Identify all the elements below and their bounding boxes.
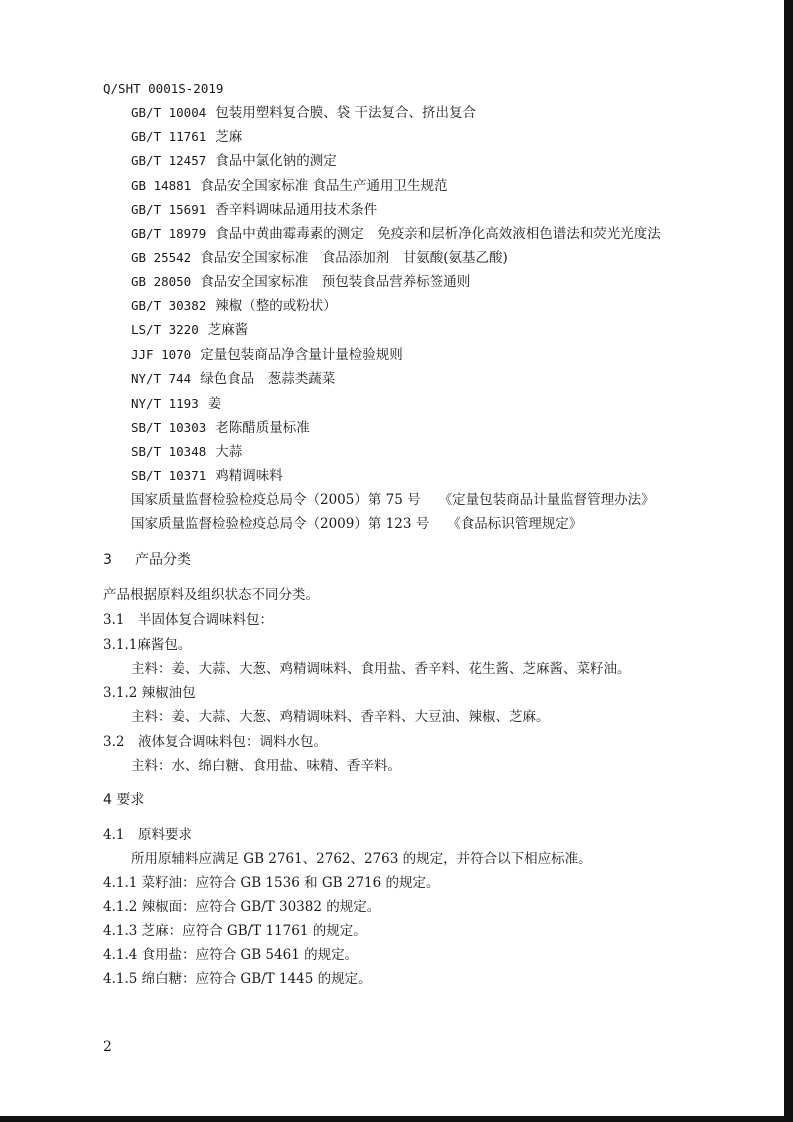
standard-title: 姜	[207, 396, 222, 412]
section-4-heading: 4 要求	[103, 792, 145, 808]
clause-4-1-4: 4.1.4 食用盐：应符合 GB 5461 的规定。	[103, 947, 359, 963]
standard-code: GB/T 15691	[131, 202, 207, 217]
clause-3-1: 3.1 半固体复合调味料包：	[103, 612, 273, 628]
standard-code: GB 25542	[131, 250, 192, 265]
standard-entry	[131, 297, 337, 315]
standard-title: 鸡精调味料	[215, 468, 283, 484]
standard-code: GB/T 11761	[131, 129, 207, 144]
standard-code: SB/T 10348	[131, 444, 207, 459]
standard-entry	[131, 419, 310, 437]
clause-3-1-2-ingredients: 主料：姜、大蒜、大葱、鸡精调味料、香辛料、大豆油、辣椒、芝麻。	[131, 709, 550, 725]
section-number: 3	[103, 552, 112, 568]
standard-title: 食品中黄曲霉毒素的测定 免疫亲和层析净化高效液相色谱法和荧光光度法	[215, 226, 661, 242]
standard-code: NY/T 1193	[131, 396, 199, 411]
clause-4-1-text: 所用原辅料应满足 GB 2761、2762、2763 的规定，并符合以下相应标准。	[131, 851, 592, 867]
standard-entry	[131, 346, 403, 364]
standard-code: GB 28050	[131, 274, 192, 289]
standard-code: GB/T 10004	[131, 105, 207, 120]
standard-entry	[131, 370, 335, 388]
standard-entry	[131, 225, 661, 243]
decree-title: 《食品标识管理规定》	[447, 516, 583, 532]
clause-4-1-1: 4.1.1 菜籽油：应符合 GB 1536 和 GB 2716 的规定。	[103, 875, 440, 891]
clause-4-1: 4.1 原料要求	[103, 827, 192, 843]
scan-border-bottom	[0, 1116, 793, 1122]
clause-3-1-2: 3.1.2 辣椒油包	[103, 685, 196, 701]
standard-title: 食品安全国家标准 食品生产通用卫生规范	[200, 178, 448, 194]
standard-title: 大蒜	[215, 444, 243, 460]
standard-entry	[131, 104, 476, 122]
standard-entry	[131, 321, 248, 339]
clause-3-1-1-ingredients: 主料：姜、大蒜、大葱、鸡精调味料、食用盐、香辛料、花生酱、芝麻酱、菜籽油。	[131, 661, 631, 677]
standard-title: 定量包装商品净含量计量检验规则	[200, 347, 403, 363]
decree-title: 《定量包装商品计量监督管理办法》	[438, 492, 655, 508]
decree-entry	[131, 491, 655, 509]
scan-border-right	[784, 0, 793, 1122]
standard-entry	[131, 249, 508, 267]
standard-title: 香辛料调味品通用技术条件	[215, 202, 378, 218]
standard-entry	[131, 395, 221, 413]
clause-4-1-5: 4.1.5 绵白糖：应符合 GB/T 1445 的规定。	[103, 971, 372, 987]
standard-entry	[131, 467, 283, 485]
standard-code: NY/T 744	[131, 371, 192, 386]
standard-code: GB/T 18979	[131, 226, 207, 241]
standard-title: 芝麻酱	[207, 322, 249, 338]
section-3-intro: 产品根据原料及组织状态不同分类。	[103, 587, 319, 603]
standard-code: JJF 1070	[131, 347, 192, 362]
standard-title: 绿色食品 葱蒜类蔬菜	[200, 371, 336, 387]
standard-title: 老陈醋质量标准	[215, 420, 310, 436]
standard-entry	[131, 152, 337, 170]
clause-4-1-3: 4.1.3 芝麻：应符合 GB/T 11761 的规定。	[103, 923, 367, 939]
clause-3-2: 3.2 液体复合调味料包：调料水包。	[103, 734, 327, 750]
standard-title: 食品安全国家标准 预包装食品营养标签通则	[200, 274, 471, 290]
standard-code: GB 14881	[131, 178, 192, 193]
standard-code: GB/T 30382	[131, 298, 207, 313]
standard-title: 芝麻	[215, 129, 243, 145]
decree-entry	[131, 515, 582, 533]
decree-text: 国家质量监督检验检疫总局令（2009）第 123 号	[131, 516, 430, 532]
standard-title: 包装用塑料复合膜、袋 干法复合、挤出复合	[215, 105, 477, 121]
standard-entry	[131, 201, 377, 219]
clause-3-2-ingredients: 主料：水、绵白糖、食用盐、味精、香辛料。	[131, 758, 401, 774]
standard-entry	[131, 273, 470, 291]
standard-title: 食品安全国家标准 食品添加剂 甘氨酸(氨基乙酸)	[200, 250, 508, 266]
document-code: Q/SHT 0001S-2019	[103, 81, 224, 96]
page-number: 2	[103, 1039, 112, 1055]
standard-entry	[131, 177, 448, 195]
standard-code: SB/T 10371	[131, 468, 207, 483]
standard-entry	[131, 443, 242, 461]
section-title: 产品分类	[135, 552, 191, 568]
standard-code: GB/T 12457	[131, 153, 207, 168]
standard-code: SB/T 10303	[131, 420, 207, 435]
standard-entry	[131, 128, 242, 146]
decree-text: 国家质量监督检验检疫总局令（2005）第 75 号	[131, 492, 421, 508]
standard-title: 食品中氯化钠的测定	[215, 153, 337, 169]
clause-4-1-2: 4.1.2 辣椒面：应符合 GB/T 30382 的规定。	[103, 899, 381, 915]
section-3-heading	[103, 551, 191, 569]
clause-3-1-1: 3.1.1麻酱包。	[103, 637, 192, 653]
standard-title: 辣椒（整的或粉状）	[215, 298, 337, 314]
standard-code: LS/T 3220	[131, 322, 199, 337]
